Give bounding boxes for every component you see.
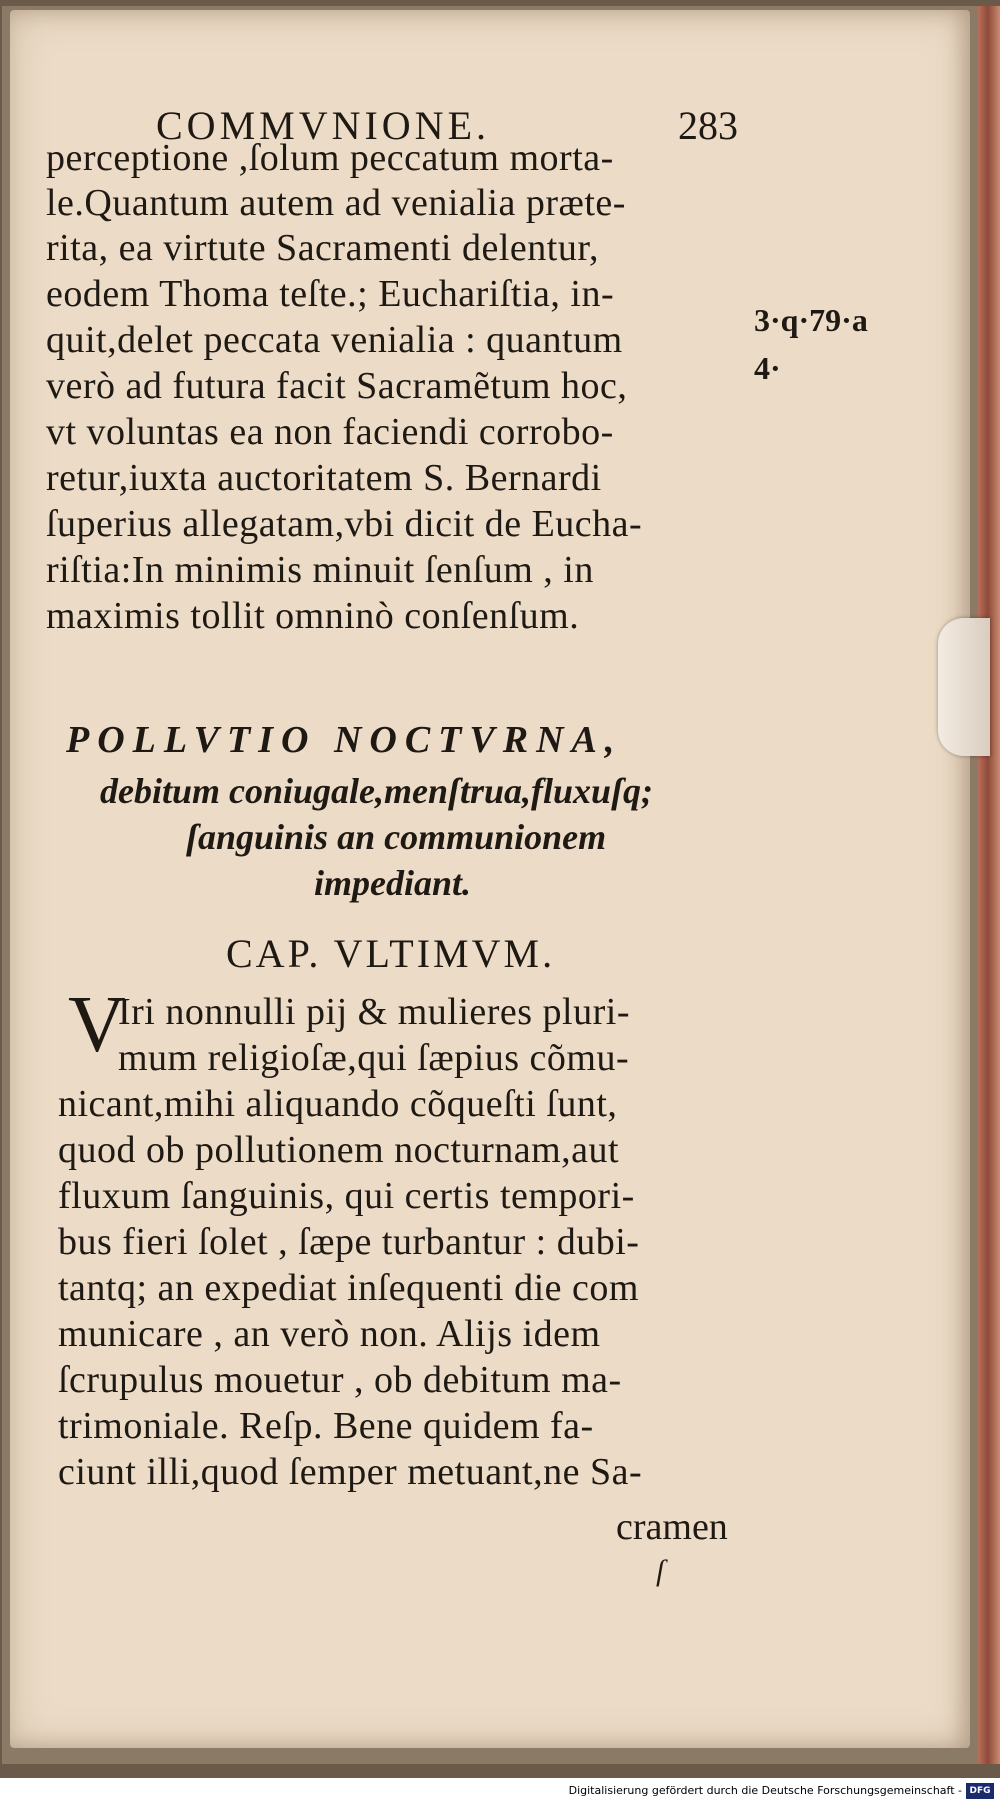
text-line: ſuperius allegatam,vbi dicit de Eucha- xyxy=(46,503,643,545)
section-subheading: ſanguinis an communionem xyxy=(186,817,607,857)
text-line: municare , an verò non. Alijs idem xyxy=(58,1313,601,1355)
section-subheading: impediant. xyxy=(314,863,472,903)
section-heading: POLLVTIO NOCTVRNA, xyxy=(66,719,623,761)
text-line: vt voluntas ea non faciendi corrobo- xyxy=(46,411,614,453)
text-line: eodem Thoma teſte.; Euchariſtia, in- xyxy=(46,273,615,315)
text-line: verò ad futura facit Sacramẽtum hoc, xyxy=(46,365,628,407)
section-subheading: debitum coniugale,menſtrua,fluxuſq; xyxy=(100,771,654,811)
dfg-logo-icon: DFG xyxy=(966,1783,994,1799)
text-line: bus fieri ſolet , ſæpe turbantur : dubi- xyxy=(58,1221,640,1263)
book-edge xyxy=(978,6,1000,1764)
text-line: mum religioſæ,qui ſæpius cõmu- xyxy=(118,1037,630,1079)
running-head: COMMVNIONE. xyxy=(156,103,490,148)
text-line: ciunt illi,quod ſemper metuant,ne Sa- xyxy=(58,1451,643,1493)
text-line: Iri nonnulli pij & mulieres pluri- xyxy=(118,991,630,1033)
text-line: maximis tollit omninò conſenſum. xyxy=(46,595,580,637)
signature-mark: ſ xyxy=(656,1554,665,1587)
chapter-title: CAP. VLTIMVM. xyxy=(226,931,556,976)
text-line: nicant,mihi aliquando cõqueſti ſunt, xyxy=(58,1083,618,1125)
text-line: quod ob pollutionem nocturnam,aut xyxy=(58,1129,620,1171)
paper-sheet xyxy=(10,10,970,1748)
catchword: cramen xyxy=(616,1506,728,1548)
drop-cap: V xyxy=(68,981,126,1069)
text-line: le.Quantum autem ad venialia præte- xyxy=(46,182,626,224)
text-line: quit,delet peccata venialia : quantum xyxy=(46,319,623,361)
page-clip-tab xyxy=(938,618,990,756)
page-number: 283 xyxy=(678,103,738,148)
text-line: fluxum ſanguinis, qui certis tempori- xyxy=(58,1175,635,1217)
text-line: perceptione ,ſolum peccatum morta- xyxy=(46,137,614,179)
text-line: riſtia:In minimis minuit ſenſum , in xyxy=(46,549,594,591)
text-line: retur,iuxta auctoritatem S. Bernardi xyxy=(46,457,602,499)
text-line: ſcrupulus mouetur , ob debitum ma- xyxy=(58,1359,622,1401)
footer-credit: Digitalisierung gefördert durch die Deutsche Forschungsgemeinschaft - xyxy=(568,1784,962,1797)
text-line: rita, ea virtute Sacramenti delentur, xyxy=(46,227,599,269)
margin-note: 3·q·79·a 4· xyxy=(754,302,868,386)
footer-bar xyxy=(0,1778,1000,1805)
text-line: tantq; an expediat inſequenti die com xyxy=(58,1267,639,1309)
text-line: trimoniale. Reſp. Bene quidem fa- xyxy=(58,1405,594,1447)
